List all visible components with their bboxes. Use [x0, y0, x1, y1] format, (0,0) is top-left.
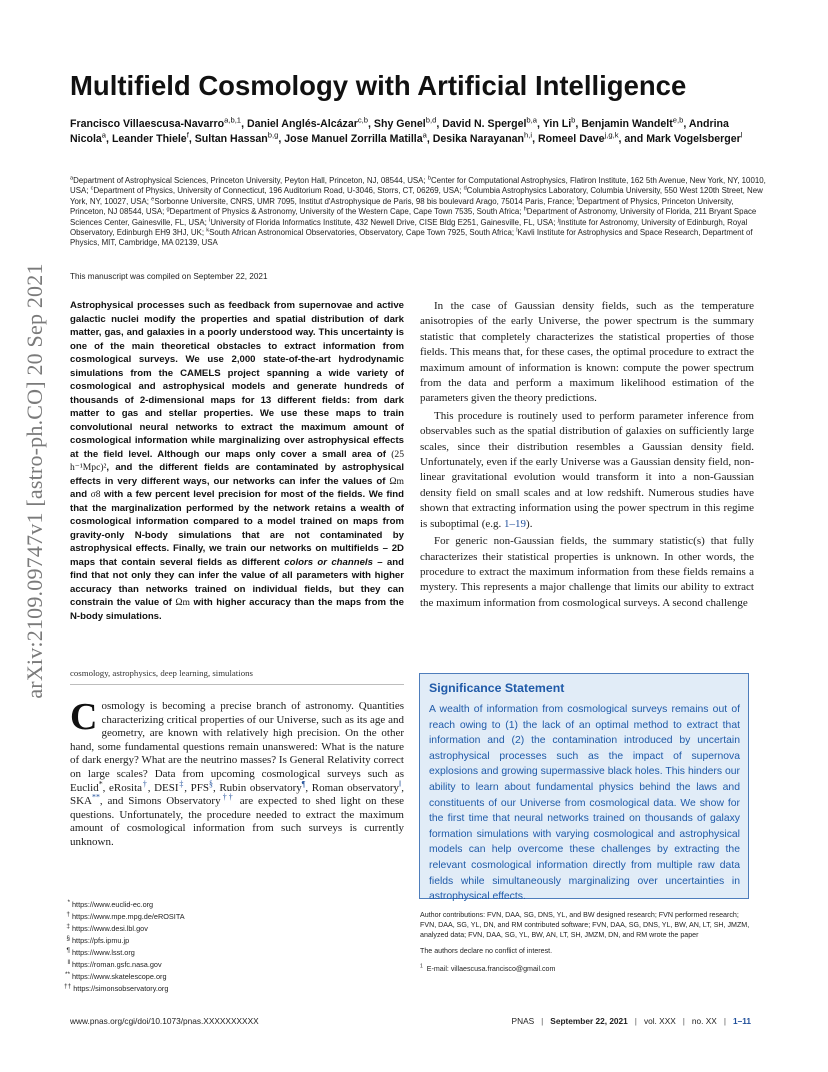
author-name: Leander Thiele	[111, 133, 187, 145]
affiliation-key: e	[151, 196, 155, 203]
footnote-ref[interactable]: ‖	[399, 778, 402, 788]
footnote-item: †† https://simonsobservatory.org	[64, 982, 169, 993]
author-contributions-block	[420, 910, 754, 980]
footnote-ref[interactable]: **	[92, 792, 100, 802]
affiliation-text: Sorbonne Universite, CNRS, UMR 7095, Institut d'Astrophysique de Paris, 98 bis boulevard Arago, 75014 Paris, France;	[154, 196, 575, 206]
affiliations	[70, 176, 770, 249]
footnote-item: * https://www.euclid-ec.org	[67, 898, 154, 909]
significance-statement-box	[419, 673, 749, 903]
citation-link[interactable]: 1–19	[504, 517, 527, 530]
intro-text: are expected to shed light on these questions. Unfortunately, the procedure needed to extract the maximum amount of cosmological information from such surveys is currently unknown.	[70, 795, 405, 848]
affiliation-text: Department of Astronomy, University of Florida, 211 Bryant Space Sciences Center, Gainesville, FL, USA;	[70, 207, 757, 227]
body-text: ).	[526, 517, 533, 530]
affiliation-text: Columbia Astrophysics Laboratory, Columbia University, 550 West 120th Street, New York, NY, 10027, USA;	[70, 186, 763, 206]
abstract-and: and	[70, 489, 91, 500]
author-affiliation-mark: b	[571, 115, 576, 125]
footnote-ref[interactable]: §	[209, 778, 213, 788]
affiliation-key: k	[206, 227, 210, 234]
footnotes	[64, 899, 364, 995]
footnote-item: ¶ https://www.lsst.org	[66, 946, 135, 957]
author-name: Desika Narayanan	[432, 133, 525, 145]
abstract-text-3: with a few percent level precision for most of the fields. We find that the marginalization performed by the network retains a wealth of cosmological information compared to a model trained on maps from gravity-only N-body simulations that are not contaminated by astrophysical effects. Finally, we train our networks on multifields – 2D maps that contain several fields as different	[70, 489, 404, 568]
email-text[interactable]: E-mail: villaescusa.francisco@gmail.com	[426, 965, 556, 973]
affiliation-text: Department of Physics & Astronomy, University of the Western Cape, Cape Town 7535, South Africa;	[169, 207, 522, 217]
affiliation-key: f	[576, 196, 579, 203]
footnote-ref[interactable]: †	[142, 778, 148, 788]
affiliation-text: Institute for Astronomy, University of Edinburgh, Royal Observatory, Edinburgh EH9 3HJ, UK;	[70, 217, 748, 238]
abstract-text-2: , and the different fields are contaminated by astrophysical effects in very different ways, our networks can infer the values of	[70, 462, 404, 487]
affiliation-key: l	[516, 227, 518, 234]
footer-journal-info: PNAS | September 22, 2021 | vol. XXX | no. XX | 1–11	[511, 1016, 751, 1026]
author-name: Romeel Dave	[537, 133, 605, 145]
affiliation-text: South African Astronomical Observatories, Observatory, Cape Town 7925, South Africa;	[209, 228, 515, 238]
author-affiliation-mark: a,b,1	[224, 115, 242, 125]
author-contributions: Author contributions: FVN, DAA, SG, DNS, YL, and BW designed research; FVN performed research; FVN, DAA, SG, YL, DN, and RM contributed software; FVN, DAA, SG, DNS, YL, BW, AN, LT, SH, JMZM, analyzed data; FVN, DAA, SG, YL, BW, AN, LT, SH, JMZM, DN, and RM wrote the paper	[420, 911, 750, 939]
arxiv-side-identifier	[10, 262, 60, 700]
email-footnote-mark: 1	[420, 963, 423, 970]
author-name: Yin Li	[542, 118, 572, 130]
author-name: Mark Vogelsberger	[646, 133, 741, 145]
author-affiliation-mark: b,g	[267, 130, 279, 140]
keywords: cosmology, astrophysics, deep learning, simulations	[70, 668, 253, 678]
affiliation-key: b	[427, 175, 431, 182]
compiled-note: This manuscript was compiled on September 22, 2021	[70, 272, 268, 281]
abstract-italic: colors or channels	[284, 556, 373, 568]
intro-text: , Rubin observatory	[212, 781, 302, 794]
abstract-area-math: (25 h⁻¹Mpc)²	[70, 448, 404, 473]
author-name: Francisco Villaescusa-Navarro	[70, 118, 225, 130]
footnote-ref[interactable]: ‡	[178, 778, 185, 788]
intro-text: osmology is becoming a precise branch of astronomy. Quantities characterizing critical properties of our Universe, such as its age and geometry, are known with relatively high precision. On the other hand, some fundamental questions remain unanswered: What is the nature of dark energy? What are the neutrino masses? Is General Relativity correct on large scales? Data from upcoming cosmological surveys such as Euclid	[70, 700, 404, 794]
intro-text: , Roman observatory	[305, 781, 400, 794]
footnote-url[interactable]: https://www.skatelescope.org	[72, 972, 167, 981]
footnote-item: § https://pfs.ipmu.jp	[66, 934, 130, 945]
footnote-item: ** https://www.skatelescope.org	[64, 970, 167, 981]
footnote-item: ‖ https://roman.gsfc.nasa.gov	[67, 958, 162, 969]
author-name: Shy Genel	[373, 118, 426, 130]
footnote-ref: *	[98, 778, 103, 788]
author-affiliation-mark: e,b	[672, 115, 684, 125]
footnote-item: ‡ https://www.desi.lbl.gov	[66, 922, 148, 933]
footer-date: September 22, 2021	[550, 1016, 628, 1026]
drop-cap: C	[70, 696, 98, 738]
author-name: Jose Manuel Zorrilla Matilla	[284, 133, 423, 145]
affiliation-key: a	[70, 175, 74, 182]
abstract-text-1: Astrophysical processes such as feedback from supernovae and active galactic nuclei modify the properties and spatial distribution of dark matter, gas, and galaxies in a poorly understood way. This uncertainty is one of the main theoretical obstacles to extract information from cosmological surveys. We use 2,000 state-of-the-art hydrodynamic simulations from the CAMELS project spanning a wide variety of cosmological and astrophysical models and generate hundreds of thousands of 2-dimensional maps for 13 different fields: from dark matter to gas and stellar properties. We use these maps to train convolutional neural networks to extract the maximum amount of cosmological information while marginalizing over astrophysical effects at the field level. Although our maps only cover a small area of	[70, 300, 404, 460]
affiliation-key: i	[209, 217, 211, 223]
author-affiliation-mark: j,g,k	[604, 130, 619, 140]
significance-text: A wealth of information from cosmological surveys remains out of reach owing to (1) the lack of an optimal method to extract that information and (2) the contamination introduced by uncertain astrophysical processes such as the impact of supernova explosions and growing supermassive black holes. This hinders our ability to learn about fundamental physics behind the laws and constituents of our Universe from cosmological data. We show for the first time that neural networks trained on thousands of galaxy formation simulations with varying cosmological and astrophysical models can help overcome these challenges by extracting the relevant cosmological information directly from multiple raw data fields while simultaneously marginalizing over uncertainties in astrophysical effects.	[429, 704, 740, 903]
footer-pages: 1–11	[733, 1016, 751, 1026]
affiliation-text: Department of Physics, Princeton University, Princeton, NJ 08544, USA;	[70, 196, 734, 217]
footnote-url[interactable]: https://www.lsst.org	[72, 948, 135, 957]
author-affiliation-mark: b,a	[526, 115, 538, 125]
author-name: Benjamin Wandelt	[581, 118, 673, 130]
footnote-url[interactable]: https://roman.gsfc.nasa.gov	[72, 960, 162, 969]
author-affiliation-mark: l	[740, 130, 743, 140]
conflict-statement: The authors declare no conflict of interest.	[420, 947, 553, 955]
introduction-paragraph	[70, 696, 405, 850]
author-affiliation-mark: c,b	[357, 115, 369, 125]
abstract-sigma-8: σ8	[90, 489, 101, 500]
footnote-ref[interactable]: ¶	[301, 778, 306, 788]
footnote-ref[interactable]: ††	[220, 792, 235, 802]
author-affiliation-mark: a	[101, 130, 107, 140]
footnote-url[interactable]: https://pfs.ipmu.jp	[72, 936, 130, 945]
intro-text: , PFS	[184, 781, 209, 794]
body-paragraph-2	[420, 409, 754, 532]
intro-text: , SKA	[70, 781, 405, 808]
arxiv-identifier-text: arXiv:2109.09747v1 [astro-ph.CO] 20 Sep 2021	[22, 263, 47, 699]
affiliation-key: d	[463, 185, 467, 192]
author-name: David N. Spergel	[442, 118, 527, 130]
affiliation-key: c	[90, 185, 94, 192]
affiliation-key: g	[166, 206, 170, 213]
footer-issue: no. XX	[691, 1016, 717, 1026]
author-name: Sultan Hassan	[194, 133, 268, 145]
footer-volume: vol. XXX	[643, 1016, 676, 1026]
footnote-item: † https://www.mpe.mpg.de/eROSITA	[66, 910, 185, 921]
body-text: This procedure is routinely used to perform parameter inference from observables such as the spatial distribution of galaxies on sufficiently large scales, since their distribution resembles a Gaussian density field. Unfortunately, even if the early Universe was a Gaussian density field, non-linear gravitational evolution would transform it into a non-Gaussian density field on small scales and at low redshift. Numerous studies have shown that extracting information using the power spectrum in this regime is suboptimal (e.g.	[420, 409, 754, 530]
affiliation-text: Department of Astrophysical Sciences, Princeton University, Peyton Hall, Princeton, NJ, 08544, USA;	[73, 176, 426, 185]
affiliation-key: h	[523, 206, 527, 213]
author-affiliation-mark: f	[186, 130, 189, 140]
significance-title: Significance Statement	[429, 681, 565, 695]
author-name: Daniel Anglés-Alcázar	[246, 118, 358, 130]
footnote-url[interactable]: https://www.mpe.mpg.de/eROSITA	[72, 912, 185, 921]
right-column-body	[420, 299, 754, 611]
footnote-url[interactable]: https://www.euclid-ec.org	[72, 900, 154, 909]
author-affiliation-mark: a	[422, 130, 427, 140]
affiliation-text: University of Florida Informatics Institute, 432 Newell Drive, CISE Bldg E251, Gainesville, FL, USA;	[210, 217, 556, 227]
abstract-omega-m: Ωm	[389, 475, 404, 487]
intro-text: , eRosita	[102, 781, 143, 794]
abstract	[70, 299, 404, 623]
author-affiliation-mark: h,i	[524, 130, 533, 140]
footnote-url[interactable]: https://simonsobservatory.org	[73, 984, 169, 993]
affiliation-text: Center for Computational Astrophysics, Flatiron Institute, 162 5th Avenue, New York, NY, 10010, USA;	[70, 176, 766, 196]
keywords-divider	[70, 684, 404, 685]
abstract-text-5: with higher accuracy than the maps from the N-body simulations.	[70, 597, 404, 622]
affiliation-key: j	[557, 217, 559, 223]
corresponding-email	[420, 964, 754, 974]
intro-text: , DESI	[147, 781, 179, 794]
author-list: Francisco Villaescusa-Navarro$^{a,b,1}$, Daniel Anglés-Alcázar$^{c,b}$, Shy Genel$^{b,d}$, David N. Spergel$^{b,a}$, Yin Li$^b$, Benjamin Wandelt$^{e,b}$, Andrina Nicola$^a$, Leander Thiele$^f$, Sultan Hassan$^{b,g}$, Jose Manuel Zorrilla Matilla$^a$, Desika Narayanan$^{h,i}$, Romeel Dave$^{j,g,k}$, and Mark Vogelsberger$^l$	[70, 115, 743, 145]
intro-text: , and Simons Observatory	[99, 795, 221, 808]
affiliation-text: Department of Physics, University of Connecticut, 196 Auditorium Road, U-3046, Storrs, CT, 06269, USA;	[93, 186, 462, 196]
author-affiliation-mark: b,d	[425, 115, 437, 125]
body-paragraph-1: In the case of Gaussian density fields, such as the temperature anisotropies of the early Universe, the power spectrum is the summary statistic that completely characterizes the statistical properties of those fields. This means that, for these cases, the optimal procedure to extract the maximum amount of information is known: compute the power spectrum from the data and perform a maximum likelihood estimation of the parameters given the theory predictions.	[420, 300, 754, 405]
affiliation-text: Kavli Institute for Astrophysics and Space Research, Department of Physics, MIT, Cambridge, MA 02139, USA	[70, 228, 753, 248]
abstract-omega-m-2: Ωm	[175, 597, 190, 608]
footnote-url[interactable]: https://www.desi.lbl.gov	[72, 924, 148, 933]
paper-title: Multifield Cosmology with Artificial Intelligence	[70, 70, 687, 101]
body-paragraph-3: For generic non-Gaussian fields, the summary statistic(s) that fully characterizes their statistical properties is unknown. In other words, the procedure to extract the maximum information from these fields remains a mystery. This represents a major challenge that limits our ability to extract the maximum information from cosmological surveys. A second challenge	[420, 535, 754, 609]
footer-journal: PNAS	[511, 1016, 535, 1026]
abstract-text-4: – and find that not only they can infer the value of all parameters with higher accuracy than networks trained on individual fields, but they can constrain the value of	[70, 556, 404, 608]
footer-doi[interactable]: www.pnas.org/cgi/doi/10.1073/pnas.XXXXXXXXXX	[70, 1016, 259, 1026]
author-name: Andrina Nicola	[70, 118, 729, 145]
